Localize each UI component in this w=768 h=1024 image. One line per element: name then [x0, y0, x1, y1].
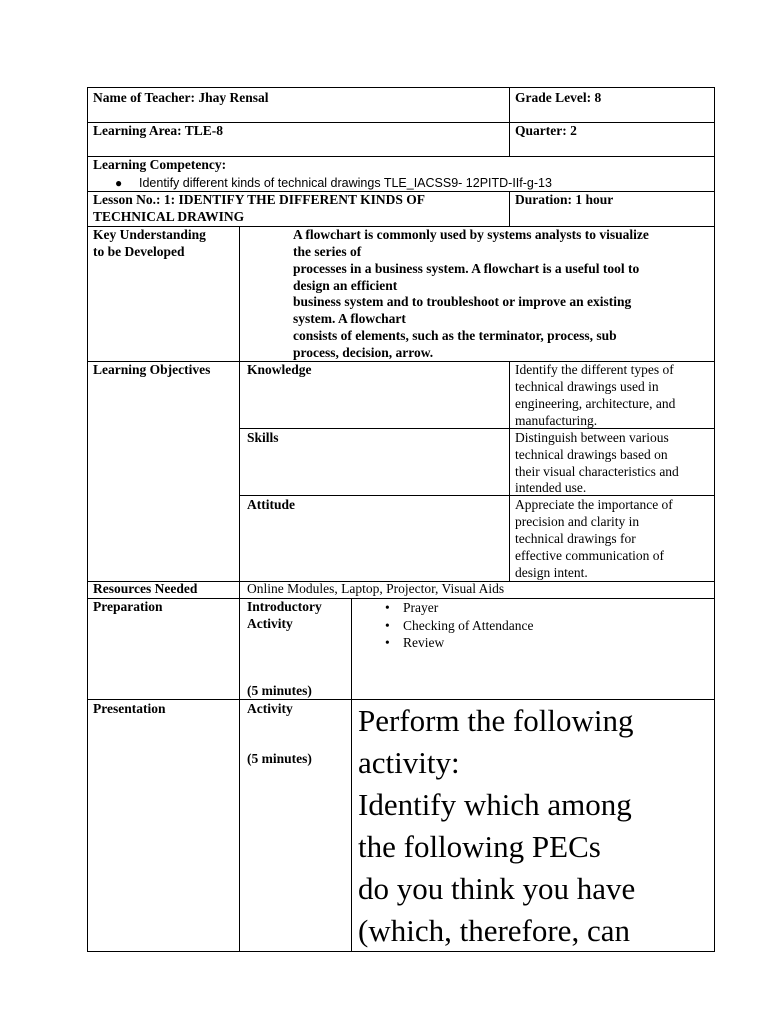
key-understanding-line: A flowchart is commonly used by systems analysts to visualize	[293, 227, 649, 242]
teacher-name: Name of Teacher: Jhay Rensal	[93, 90, 269, 105]
key-understanding-line: business system and to troubleshoot or improve an existing	[293, 294, 632, 309]
competency-bullet-icon: ●	[115, 176, 123, 190]
list-item: • Prayer	[381, 599, 533, 617]
presentation-line: do you think you have	[358, 871, 636, 906]
presentation-line: Perform the following	[358, 703, 634, 738]
preparation-time: (5 minutes)	[247, 683, 312, 698]
learning-area: Learning Area: TLE-8	[93, 123, 224, 138]
attitude-line: Appreciate the importance of	[515, 497, 673, 512]
key-understanding-line: process, decision, arrow.	[293, 345, 434, 360]
skills-line: their visual characteristics and	[515, 464, 679, 479]
list-item: • Checking of Attendance	[381, 617, 533, 635]
presentation-line: activity:	[358, 745, 460, 780]
presentation-line: the following PECs	[358, 829, 601, 864]
duration: Duration: 1 hour	[515, 192, 614, 207]
lesson-title-line2: TECHNICAL DRAWING	[93, 209, 245, 224]
objectives-label-cell	[87, 361, 240, 582]
key-understanding-label-1: Key Understanding	[93, 227, 206, 242]
skills-line: intended use.	[515, 480, 587, 495]
skills-label-cell	[239, 428, 510, 496]
attitude-line: design intent.	[515, 565, 588, 580]
key-understanding-line: the series of	[293, 244, 362, 259]
objectives-label: Learning Objectives	[93, 362, 211, 377]
skills-line: technical drawings based on	[515, 447, 668, 462]
presentation-line: (which, therefore, can	[358, 913, 630, 948]
key-understanding-line: system. A flowchart	[293, 311, 406, 326]
presentation-time: (5 minutes)	[247, 751, 312, 766]
quarter: Quarter: 2	[515, 123, 577, 138]
key-understanding-line: design an efficient	[293, 278, 398, 293]
key-understanding-label-2: to be Developed	[93, 244, 185, 259]
attitude-label: Attitude	[247, 497, 295, 512]
lesson-title-line1: Lesson No.: 1: IDENTIFY THE DIFFERENT KINDS OF	[93, 192, 426, 207]
preparation-label: Preparation	[93, 599, 163, 614]
knowledge-line: technical drawings used in	[515, 379, 659, 394]
skills-line: Distinguish between various	[515, 430, 669, 445]
key-understanding-line: consists of elements, such as the terminator, process, sub	[293, 328, 617, 343]
preparation-list	[381, 599, 533, 652]
preparation-activity-2: Activity	[247, 616, 293, 631]
presentation-activity-cell	[239, 699, 352, 952]
preparation-activity-1: Introductory	[247, 599, 322, 614]
resources-value: Online Modules, Laptop, Projector, Visual Aids	[247, 581, 505, 596]
presentation-label-cell	[87, 699, 240, 952]
attitude-line: technical drawings for	[515, 531, 636, 546]
skills-label: Skills	[247, 430, 279, 445]
competency-item: Identify different kinds of technical drawings TLE_IACSS9- 12PITD-IIf-g-13	[139, 176, 552, 190]
knowledge-line: engineering, architecture, and	[515, 396, 676, 411]
grade-level: Grade Level: 8	[515, 90, 602, 105]
knowledge-line: manufacturing.	[515, 413, 598, 428]
presentation-label: Presentation	[93, 701, 166, 716]
knowledge-line: Identify the different types of	[515, 362, 674, 377]
presentation-line: Identify which among	[358, 787, 632, 822]
list-item: • Review	[381, 634, 533, 652]
key-understanding-line: processes in a business system. A flowchart is a useful tool to	[293, 261, 640, 276]
competency-label: Learning Competency:	[93, 157, 227, 172]
presentation-activity: Activity	[247, 701, 293, 716]
knowledge-label: Knowledge	[247, 362, 312, 377]
attitude-line: precision and clarity in	[515, 514, 640, 529]
attitude-line: effective communication of	[515, 548, 664, 563]
resources-label: Resources Needed	[93, 581, 198, 596]
